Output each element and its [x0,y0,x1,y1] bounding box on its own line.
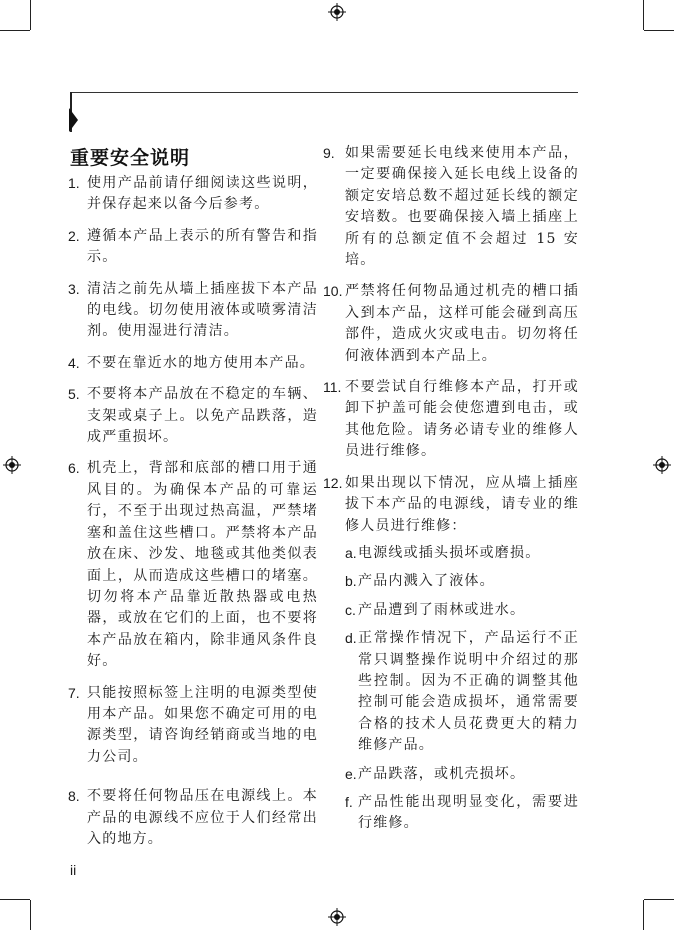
crop-mark-top-right-v [643,0,644,30]
sub-list-item-text: 产品内溅入了液体。 [358,573,495,590]
page-number: ii [70,862,77,878]
sub-list-item-text: 产品跌落，或机壳损坏。 [358,765,526,782]
sub-list-item-text: 电源线或插头损坏或磨损。 [358,544,541,561]
right-column [323,143,579,842]
list-item-text: 如果出现以下情况，应从墙上插座拔下本产品的电源线，请专业的维修人员进行维修： [345,474,579,534]
sub-list-item [323,571,579,592]
registration-mark-right-icon [653,456,671,474]
list-item-text: 使用产品前请仔细阅读这些说明，并保存起来以备今后参考。 [87,175,318,213]
crop-mark-top-left-v [30,0,31,30]
sub-list-item-letter: e. [345,765,357,782]
list-item-number: 6. [68,460,80,477]
sub-list-item [323,792,579,835]
sub-list-item-letter: a. [345,544,357,561]
list-item-text: 严禁将任何物品通过机壳的槽口插入到本产品，这样可能会碰到高压部件，造成火灾或电击。切勿将任何液体洒到本产品上。 [345,283,579,364]
list-item-number: 2. [68,227,80,244]
list-item [323,377,579,463]
list-item-number: 4. [68,354,80,371]
list-item-number: 12. [323,474,343,491]
left-column [68,173,318,860]
registration-mark-top-icon [328,3,346,21]
sub-list-item-letter: c. [345,601,356,618]
list-item-number: 9. [323,145,335,161]
list-item-text: 遵循本产品上表示的所有警告和指示。 [87,227,318,266]
list-item-number: 8. [68,788,80,805]
crop-mark-bottom-right-v [643,900,644,930]
sub-list-item [323,600,579,621]
registration-mark-bottom-icon [328,908,346,926]
crop-mark-bottom-left-h [0,899,30,900]
header-triangle-marker [69,108,78,132]
registration-mark-left-icon [3,456,21,474]
crop-mark-bottom-right-h [644,899,674,900]
list-item [68,683,318,769]
sub-list-item-letter: f. [345,793,353,810]
sub-list-item [323,628,579,756]
list-item [68,353,318,374]
page-title: 重要安全说明 [70,147,191,169]
list-item [68,458,318,672]
sub-list-item [323,543,579,564]
list-item [68,384,318,448]
header-rule [70,92,578,93]
list-item-text: 清洁之前先从墙上插座拔下本产品的电线。切勿使用液体或喷雾清洁剂。使用湿进行清洁。 [87,280,318,340]
sub-list-item-text: 产品遭到了雨林或进水。 [358,601,526,618]
list-item-text: 如果需要延长电线来使用本产品，一定要确保接入延长电线上设备的额定安培总数不超过延长线的额定安培数。也要确保接入墙上插座上所有的总额定值不会超过 15 安培。 [345,145,579,269]
list-item-number: 11. [323,379,342,396]
list-item-number: 3. [68,280,80,297]
list-item [323,473,579,537]
list-item-number: 10. [323,283,343,300]
list-item-number: 1. [68,175,80,191]
crop-mark-top-left-h [0,30,30,31]
list-item [68,279,318,343]
list-item-text: 不要将本产品放在不稳定的车辆、支架或桌子上。以免产品跌落，造成严重损坏。 [87,386,318,446]
list-item-text: 只能按照标签上注明的电源类型使用本产品。如果您不确定可用的电源类型，请咨询经销商或当地的电力公司。 [87,684,318,765]
sub-list-item-letter: d. [345,630,357,647]
sub-list-item-text: 正常操作情况下，产品运行不正常只调整操作说明中介绍过的那些控制。因为不正确的调整其他控制可能会造成损坏，通常需要合格的技术人员花费更大的精力维修产品。 [358,630,579,754]
list-item [323,143,579,271]
crop-mark-bottom-left-v [30,900,31,930]
sub-list-item-letter: b. [345,573,357,590]
list-item [68,173,318,216]
crop-mark-top-right-h [644,30,674,31]
list-item-text: 机壳上，背部和底部的槽口用于通风目的。为确保本产品的可靠运行，不至于出现过热高温，严禁堵塞和盖住这些槽口。严禁将本产品放在床、沙发、地毯或其他类似表面上，从而造成这些槽口的堵塞。切勿将本产品靠近散热器或电热器，或放在它们的上面，也不要将本产品放在箱内，除非通风条件良好。 [87,460,318,670]
list-item [323,281,579,367]
list-item-text: 不要在靠近水的地方使用本产品。 [87,354,315,371]
list-item [68,786,318,850]
list-item-text: 不要尝试自行维修本产品，打开或卸下护盖可能会使您遭到电击，或其他危险。请务必请专业的维修人员进行维修。 [345,379,579,460]
list-item-text: 不要将任何物品压在电源线上。本产品的电源线不应位于人们经常出入的地方。 [87,788,318,847]
sub-list-item [323,764,579,785]
list-item-number: 5. [68,386,80,403]
list-item [68,226,318,269]
sub-list-item-text: 产品性能出现明显变化，需要进行维修。 [358,793,579,832]
list-item-number: 7. [68,684,80,701]
